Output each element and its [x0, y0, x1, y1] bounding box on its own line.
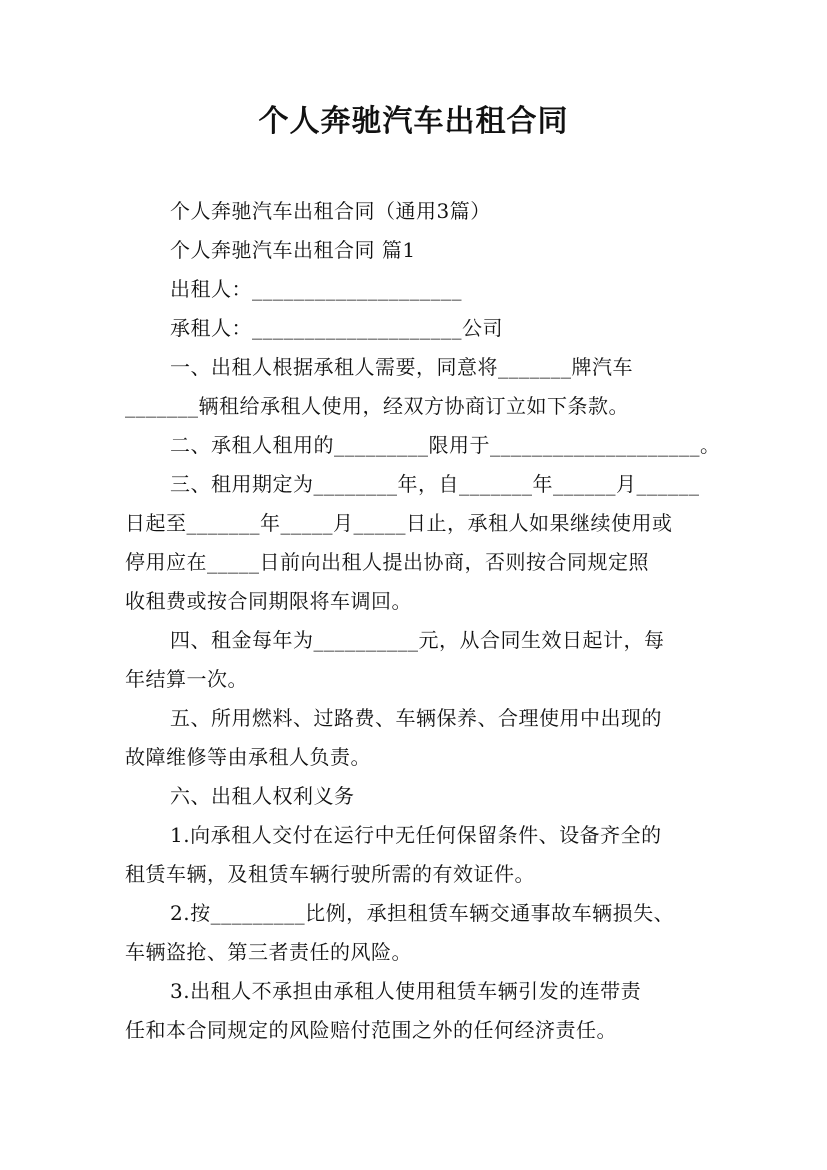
clause-6-heading: 六、出租人权利义务	[170, 784, 355, 808]
lessor-field: 出租人：____________________	[170, 277, 462, 301]
clause-1-line-1: 一、出租人根据承租人需要，同意将_______牌汽车	[170, 355, 633, 379]
clause-6-2-line-2: 车辆盗抢、第三者责任的风险。	[125, 940, 412, 964]
clause-4-line-1: 四、租金每年为__________元，从合同生效日起计，每	[170, 628, 665, 652]
clause-6-1-line-2: 租赁车辆，及租赁车辆行驶所需的有效证件。	[125, 862, 535, 886]
clause-6-3-line-1: 3.出租人不承担由承租人使用租赁车辆引发的连带责	[170, 979, 642, 1003]
clause-4-line-2: 年结算一次。	[125, 667, 248, 691]
document-title: 个人奔驰汽车出租合同	[258, 104, 569, 139]
clause-1-line-2: _______辆租给承租人使用，经双方协商订立如下条款。	[125, 394, 629, 418]
clause-6-1-line-1: 1.向承租人交付在运行中无任何保留条件、设备齐全的	[170, 823, 662, 847]
clause-3-line-1: 三、租用期定为________年，自_______年______月______	[170, 472, 700, 496]
clause-5-line-1: 五、所用燃料、过路费、车辆保养、合理使用中出现的	[170, 706, 662, 730]
clause-3-line-4: 收租费或按合同期限将车调回。	[125, 589, 412, 613]
clause-6-2-line-1: 2.按_________比例，承担租赁车辆交通事故车辆损失、	[170, 901, 675, 925]
clause-3-line-3: 停用应在_____日前向出租人提出协商，否则按合同规定照	[125, 550, 649, 574]
clause-5-line-2: 故障维修等由承租人负责。	[125, 745, 371, 769]
lessee-field: 承租人：____________________公司	[170, 316, 503, 340]
clause-2-line-1: 二、承租人租用的_________限用于____________________。	[170, 433, 721, 457]
section-heading: 个人奔驰汽车出租合同 篇1	[170, 238, 416, 262]
subtitle-line: 个人奔驰汽车出租合同（通用3篇）	[170, 199, 491, 223]
clause-3-line-2: 日起至_______年_____月_____日止，承租人如果继续使用或	[125, 511, 673, 535]
clause-6-3-line-2: 任和本合同规定的风险赔付范围之外的任何经济责任。	[125, 1018, 617, 1042]
